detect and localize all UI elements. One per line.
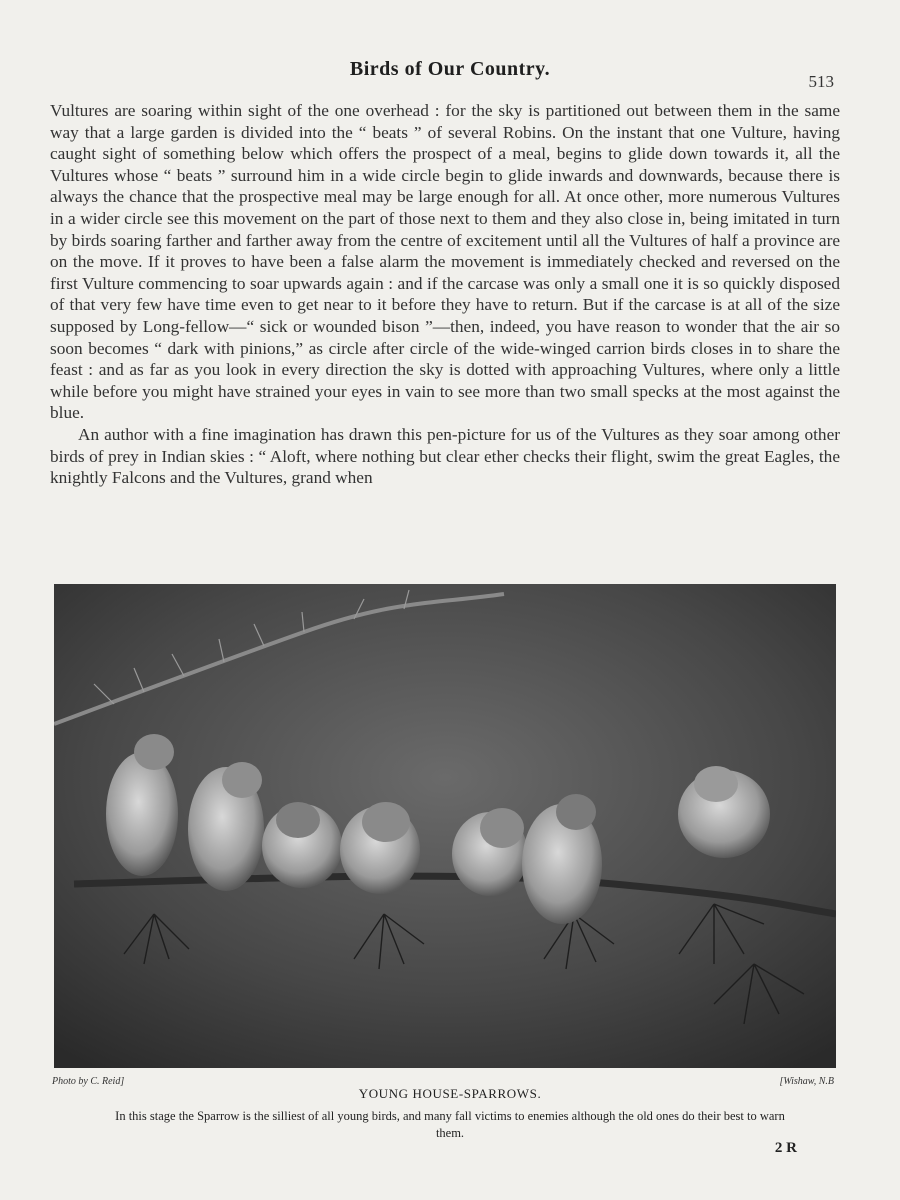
paragraph: An author with a fine imagination has drawn this pen-picture for us of the Vultures as they soar among other birds of prey in Indian skies : “ Aloft, where nothing but clear ether checks their flight, swim the great Eagles, the knightly Falcons and the Vultures, grand when (50, 424, 840, 488)
signature-mark: 2 R (774, 1140, 797, 1156)
body-text (50, 100, 840, 489)
photo-location: [Wishaw, N.B (779, 1076, 834, 1087)
paragraph: Vultures are soaring within sight of the one overhead : for the sky is partitioned out between them in the same way that a large garden is divided into the “ beats ” of several Robins. On the instant that one Vulture, having caught sight of something below which offers the prospect of a meal, begins to glide down towards it, all the Vultures whose “ beats ” surround him in a wide circle begin to glide inwards and downwards, because there is always the chance that the prospective meal may be large enough for all. At once other, more numerous Vultures in a wider circle see this movement on the part of those next to them and they also close in, being imitated in turn by birds soaring farther and farther away from the centre of excitement until all the Vultures of half a province are on the move. If it proves to have been a false alarm the movement is immediately checked and reversed on the first Vulture commencing to soar upwards again : and if the carcase was only a small one it is so quickly disposed of that very few have time even to get near to it before they have to return. But if the carcase is at all of the size supposed by Long-fellow—“ sick or wounded bison ”—then, indeed, you have reason to wonder that the air so soon becomes “ dark with pinions,” as circle after circle of the wide-winged carrion birds closes in to share the feast : and as far as you look in every direction the sky is dotted with approaching Vultures, where only a little while before you might have strained your eyes in vain to see more than two small specks at the most against the blue. (50, 101, 840, 423)
sparrows-photo-illustration (54, 584, 836, 1068)
caption-title: YOUNG HOUSE-SPARROWS. (358, 1086, 542, 1101)
photo-credit: Photo by C. Reid] (52, 1076, 125, 1087)
running-head: Birds of Our Country. (349, 58, 551, 80)
caption-text: In this stage the Sparrow is the silliest of all young birds, and many fall victims to enemies although the old ones do their best to warn them. (115, 1109, 785, 1140)
sparrows-photograph (54, 584, 836, 1068)
page-number: 513 (808, 72, 834, 91)
